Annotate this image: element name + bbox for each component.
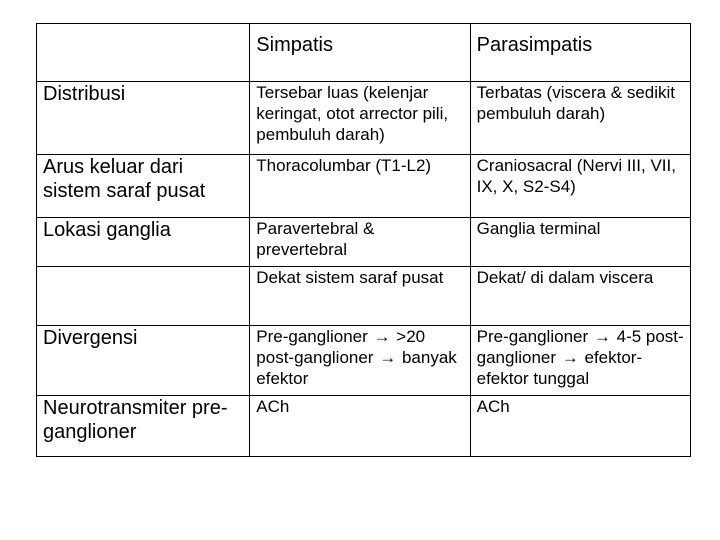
row-label: Lokasi ganglia: [37, 218, 250, 267]
right-arrow-icon: →: [379, 348, 397, 367]
parasimpatis-cell: Dekat/ di dalam viscera: [470, 267, 690, 326]
parasimpatis-text-part3: efektor-efektor tunggal: [476, 348, 643, 388]
table-row: [37, 396, 691, 457]
simpatis-text-part1: Pre-ganglioner: [256, 327, 368, 346]
row-label: Neurotransmiter pre-ganglioner: [37, 396, 250, 457]
header-parasimpatis: Parasimpatis: [470, 24, 690, 82]
simpatis-cell: Paravertebral & prevertebral: [250, 218, 470, 267]
parasimpatis-cell: ACh: [470, 396, 690, 457]
parasimpatis-cell: Ganglia terminal: [470, 218, 690, 267]
header-empty-cell: [37, 24, 250, 82]
table-row: [37, 218, 691, 267]
row-label: Arus keluar dari sistem saraf pusat: [37, 155, 250, 218]
table-row: [37, 82, 691, 155]
parasimpatis-cell: Terbatas (viscera & sedikit pembuluh darah): [470, 82, 690, 155]
right-arrow-icon: →: [373, 327, 391, 346]
table-row: [37, 267, 691, 326]
table-row: [37, 155, 691, 218]
parasimpatis-text-part2: 4-5 post-ganglioner: [476, 327, 684, 367]
comparison-table: [36, 23, 691, 457]
row-label: [37, 267, 250, 326]
parasimpatis-cell: [470, 326, 690, 396]
row-label: Divergensi: [37, 326, 250, 396]
simpatis-text-part2: >20 post-ganglioner: [256, 327, 426, 367]
simpatis-text-part3: banyak efektor: [256, 348, 457, 388]
right-arrow-icon: →: [561, 348, 579, 367]
simpatis-cell: ACh: [250, 396, 470, 457]
table-row: [37, 326, 691, 396]
parasimpatis-cell: Craniosacral (Nervi III, VII, IX, X, S2-S4): [470, 155, 690, 218]
header-simpatis: Simpatis: [250, 24, 470, 82]
simpatis-cell: Thoracolumbar (T1-L2): [250, 155, 470, 218]
parasimpatis-text-part1: Pre-ganglioner: [476, 327, 589, 346]
right-arrow-icon: →: [593, 327, 611, 346]
simpatis-cell: Tersebar luas (kelenjar keringat, otot arrector pili, pembuluh darah): [250, 82, 470, 155]
row-label: Distribusi: [37, 82, 250, 155]
simpatis-cell: Dekat sistem saraf pusat: [250, 267, 470, 326]
simpatis-cell: [250, 326, 470, 396]
table-header-row: [37, 24, 691, 82]
